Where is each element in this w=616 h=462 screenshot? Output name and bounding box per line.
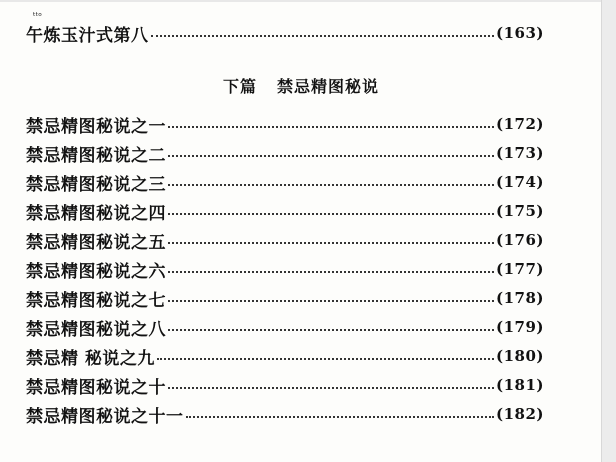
dot-leader: [168, 300, 494, 302]
toc-entry-page: (180): [495, 347, 544, 365]
toc-entry-page: (174): [495, 173, 544, 191]
toc-entry-title: 禁忌精图秘说之四: [26, 203, 166, 224]
toc-entry-title: 禁忌精图秘说之十一: [26, 406, 184, 427]
toc-entry-title: 禁忌精图秘说之六: [26, 261, 166, 282]
toc-entry-title: 禁忌精图秘说之八: [26, 319, 166, 340]
toc-entry: [26, 374, 544, 396]
section-heading: [0, 74, 602, 97]
toc-entry: [26, 229, 544, 251]
toc-entry: [26, 403, 544, 425]
toc-entry: [26, 113, 544, 135]
toc-entry-title: 禁忌精图秘说之二: [26, 145, 166, 166]
toc-entry-page: (175): [495, 202, 544, 220]
toc-entry-title: 禁忌精图秘说之一: [26, 116, 166, 137]
toc-entry: [26, 287, 544, 309]
toc-entry-page: (181): [495, 376, 544, 394]
print-mark: ᵗᵗᵒ: [33, 12, 43, 22]
toc-entry-page: (163): [495, 24, 544, 42]
dot-leader: [151, 35, 494, 37]
toc-entry-page: (178): [495, 289, 544, 307]
toc-entry-page: (182): [495, 405, 544, 423]
toc-entry-page: (173): [495, 144, 544, 162]
toc-entry-top: [26, 22, 544, 44]
toc-entry: [26, 171, 544, 193]
dot-leader: [186, 416, 494, 418]
toc-entry-title: 午炼玉汁式第八: [26, 25, 149, 46]
dot-leader: [168, 387, 494, 389]
toc-entry: [26, 345, 544, 367]
toc-entry-title: 禁忌精图秘说之三: [26, 174, 166, 195]
section-part: 下篇: [222, 77, 257, 96]
dot-leader: [168, 271, 494, 273]
top-border: [0, 0, 602, 2]
dot-leader: [168, 126, 494, 128]
toc-entry: [26, 258, 544, 280]
dot-leader: [157, 358, 494, 360]
toc-entry: [26, 316, 544, 338]
toc-entry-title: 禁忌精图秘说之七: [26, 290, 166, 311]
toc-entry-page: (177): [495, 260, 544, 278]
dot-leader: [168, 242, 494, 244]
toc-entry-title: 禁忌精 秘说之九: [26, 348, 155, 369]
toc-entry: [26, 200, 544, 222]
dot-leader: [168, 213, 494, 215]
page-edge: [601, 0, 616, 462]
toc-entry-page: (179): [495, 318, 544, 336]
toc-entry-page: (176): [495, 231, 544, 249]
toc-entry-title: 禁忌精图秘说之十: [26, 377, 166, 398]
dot-leader: [168, 155, 494, 157]
toc-entry-title: 禁忌精图秘说之五: [26, 232, 166, 253]
toc-entry-page: (172): [495, 115, 544, 133]
dot-leader: [168, 329, 494, 331]
toc-entry: [26, 142, 544, 164]
section-name: 禁忌精图秘说: [277, 77, 380, 96]
dot-leader: [168, 184, 494, 186]
